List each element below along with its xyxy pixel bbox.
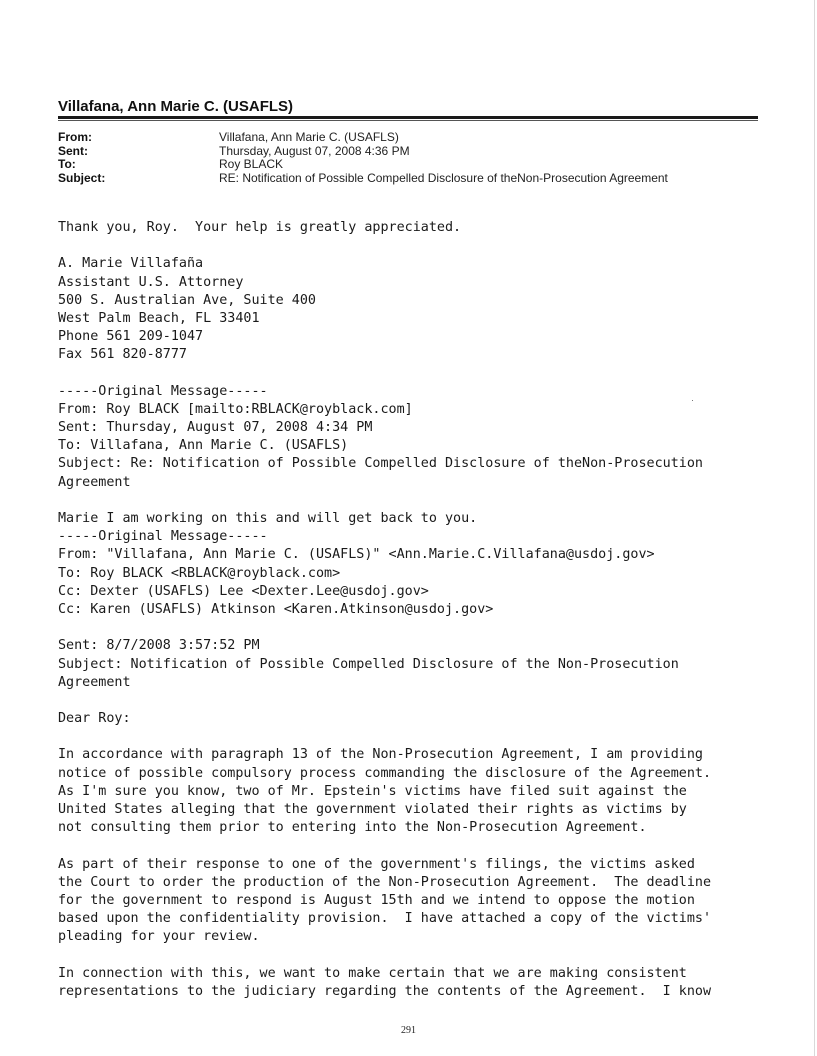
header-value: Roy BLACK: [219, 157, 284, 171]
header-value: Villafana, Ann Marie C. (USAFLS): [219, 130, 399, 144]
body-line: [58, 365, 778, 383]
body-line: In connection with this, we want to make certain that we are making consistent: [58, 965, 687, 981]
body-line: A. Marie Villafaña: [58, 256, 204, 272]
body-line: Cc: Dexter (USAFLS) Lee <Dexter.Lee@usdoj.gov>: [58, 583, 429, 599]
header-row-from: [58, 131, 668, 145]
body-line: To: Villafana, Ann Marie C. (USAFLS): [58, 438, 349, 454]
body-line: Phone 561 209-1047: [58, 329, 204, 345]
body-line: As I'm sure you know, two of Mr. Epstein's victims have filed suit against the: [58, 783, 687, 799]
header-label: Subject:: [58, 170, 106, 185]
body-line: for the government to respond is August 15th and we intend to oppose the motion: [58, 892, 695, 908]
page-number: 291: [401, 1025, 416, 1036]
header-label: Sent:: [58, 143, 88, 158]
email-body: [58, 219, 778, 1001]
body-line: -----Original Message-----: [58, 529, 268, 545]
body-line: West Palm Beach, FL 33401: [58, 310, 260, 326]
body-line: Agreement: [58, 674, 131, 690]
header-rule-thin: [58, 120, 758, 121]
body-line: [58, 947, 778, 965]
body-line: Marie I am working on this and will get back to you.: [58, 511, 478, 526]
body-line: Sent: 8/7/2008 3:57:52 PM: [58, 638, 260, 654]
body-line: As part of their response to one of the government's filings, the victims asked: [58, 856, 695, 872]
body-line: Fax 561 820-8777: [58, 347, 187, 363]
body-line: Cc: Karen (USAFLS) Atkinson <Karen.Atkinson@usdoj.gov>: [58, 601, 494, 617]
body-line: To: Roy BLACK <RBLACK@royblack.com>: [58, 565, 341, 581]
body-line: notice of possible compulsory process commanding the disclosure of the Agreement.: [58, 765, 712, 781]
header-row-to: [58, 158, 668, 172]
body-line: 500 S. Australian Ave, Suite 400: [58, 292, 316, 308]
body-line: -----Original Message-----: [58, 383, 268, 399]
body-line: [58, 837, 778, 855]
body-line: United States alleging that the government violated their rights as victims by: [58, 802, 687, 817]
body-line: [58, 492, 778, 510]
body-line: [58, 728, 778, 746]
body-line: Subject: Notification of Possible Compelled Disclosure of the Non-Prosecution: [58, 656, 679, 672]
header-value: Thursday, August 07, 2008 4:36 PM: [219, 143, 410, 158]
scan-speck: [692, 400, 693, 401]
body-line: Dear Roy:: [58, 711, 131, 727]
body-line: [58, 692, 778, 710]
header-label: To:: [58, 157, 76, 171]
body-line: representations to the judiciary regarding the contents of the Agreement. I know: [58, 983, 712, 999]
body-line: [58, 237, 778, 255]
body-line: not consulting them prior to entering into the Non-Prosecution Agreement.: [58, 820, 647, 836]
header-rule-thick: [58, 116, 758, 119]
body-line: From: Roy BLACK [mailto:RBLACK@royblack.com]: [58, 401, 413, 417]
header-row-sent: [58, 145, 668, 159]
page-edge-line: [814, 0, 815, 1056]
body-line: Assistant U.S. Attorney: [58, 274, 244, 290]
body-line: Agreement: [58, 474, 131, 490]
header-label: From:: [58, 130, 92, 144]
header-value: RE: Notification of Possible Compelled Disclosure of theNon-Prosecution Agreement: [219, 170, 668, 185]
body-line: From: "Villafana, Ann Marie C. (USAFLS)" <Ann.Marie.C.Villafana@usdoj.gov>: [58, 547, 655, 563]
body-line: Subject: Re: Notification of Possible Compelled Disclosure of theNon-Prosecution: [58, 456, 703, 472]
email-header-table: [58, 131, 668, 185]
header-row-subject: [58, 172, 668, 186]
body-line: Sent: Thursday, August 07, 2008 4:34 PM: [58, 420, 373, 436]
sender-heading: Villafana, Ann Marie C. (USAFLS): [58, 98, 294, 115]
body-line: based upon the confidentiality provision. I have attached a copy of the victims': [58, 911, 712, 927]
body-line: Thank you, Roy. Your help is greatly appreciated.: [58, 220, 462, 235]
body-line: pleading for your review.: [58, 929, 260, 945]
body-line: [58, 619, 778, 637]
body-line: the Court to order the production of the Non-Prosecution Agreement. The deadline: [58, 874, 712, 890]
body-line: In accordance with paragraph 13 of the Non-Prosecution Agreement, I am providing: [58, 747, 703, 763]
